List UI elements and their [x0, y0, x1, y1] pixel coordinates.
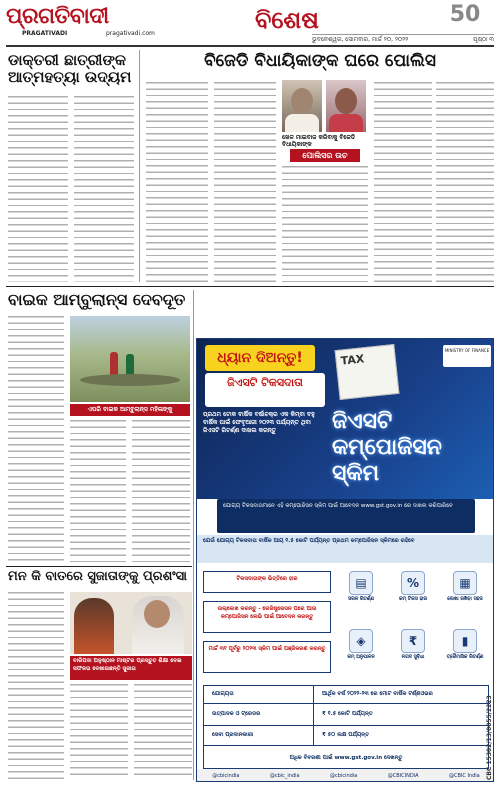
social-instagram[interactable]: @cbicindia [330, 773, 358, 779]
ad-deadline[interactable]: ଅଧିକ ବିବରଣୀ ପାଇଁ www.gst.gov.in ଦେଖନ୍ତୁ [289, 755, 403, 761]
bike-caption: ଏପରି ବାଇକ ଆମ୍ବୁଲାନ୍ସ ମହିଳାଙ୍କୁ [70, 404, 190, 416]
bike-column-1 [8, 316, 64, 562]
dateline [312, 34, 494, 44]
tax-icon: % [401, 571, 425, 595]
bike-headline: ବାଇକ ଆମ୍ବୁଲାନ୍ସ ଦେବଦୂତ [8, 290, 186, 309]
student-column-1 [8, 96, 68, 282]
mla-photo-2 [326, 80, 366, 132]
date-text: ଭୁବନେଶ୍ୱର, ସୋମବାର, ମାର୍ଚ୍ଚ ୨୦, ୨୦୨୨ [312, 35, 409, 43]
social-youtube[interactable]: @CBICINDIA [387, 773, 419, 779]
social-facebook[interactable]: @cbicindia [212, 773, 240, 779]
benefit-2: % କମ୍ ଟିକସ ହାର [389, 569, 437, 621]
student-column-2 [74, 96, 134, 282]
brand-url[interactable]: pragativadi.com [106, 30, 155, 37]
mla-headline: ବିଜେଡି ବିଧାୟିକାଙ୍କ ଘରେ ପୋଲିସ [204, 51, 436, 71]
shield-icon: ◈ [349, 629, 373, 653]
ad-taxpayers: ଜିଏସଟି ଟିକସଦାତା [205, 373, 325, 407]
gst-advertisement[interactable] [196, 338, 494, 782]
ad-notice: ଯୋଗ୍ୟ ଟିକସଦାତାମାନେ ଏହି କମ୍ପୋଜିସନ ସ୍କିମ ପାଇଁ ଆବେଦନ www.gst.gov.in ରେ ଦାଖଲ କରିପାରିବେ [217, 499, 475, 533]
mla-column-4 [374, 82, 432, 282]
mann-column-2 [70, 684, 128, 780]
bike-photo [70, 316, 190, 402]
ad-strip: ଯେଉଁ ଯୋଗ୍ୟ ଟିକସଦାତା ବାର୍ଷିକ ଆୟ ୧.୫ କୋଟି ପର୍ଯ୍ୟନ୍ତ ପ୍ରଥମ କମ୍ପୋଜିସନ ସ୍କିମରେ ରହିବେ [197, 535, 494, 563]
mann-headline: ମନ କି ବାତରେ ସୁଜାତାଙ୍କୁ ପ୍ରଶଂସା [8, 569, 188, 584]
ad-divider [193, 290, 194, 780]
social-twitter[interactable]: @cbic_india [269, 773, 300, 779]
anniversary-badge [438, 2, 492, 32]
ad-box-2: ଉଲ୍ଲେଖ କରନ୍ତୁ - ରେଜିଷ୍ଟ୍ରେସନ ପରେ ଆଉ କମ୍ପୋଜିସନ ଲେଭି ପାଇଁ ଆବେଦନ କରନ୍ତୁ [203, 601, 331, 633]
rupee-icon: ₹ [401, 629, 425, 653]
story-divider-2 [6, 566, 192, 567]
brand-logo: ପ୍ରଗତିବାଦୀ [6, 4, 109, 29]
column-divider [139, 50, 140, 282]
mann-photo [70, 592, 192, 654]
mann-column-3 [134, 684, 192, 780]
social-linkedin[interactable]: @CBIC India [449, 773, 480, 779]
ad-body: ପ୍ରଥମ ଟୋକ ବାର୍ଷିକ ବର୍ଷାଚକ୍ର ଏକ କିମ୍ବା ବହୁ ବାର୍ଷିକ ପାଇଁ ଫେବୃଆରୀ ୨୦୨୩ ପର୍ଯ୍ୟନ୍ତ ଥିବା ଜିଏସଟି ରିଟର୍ଣ୍ଣ ଦାଖଲ କରନ୍ତୁ [203, 411, 315, 434]
mla-column-3 [282, 166, 368, 282]
bike-column-3 [132, 420, 190, 562]
tax-document-icon: TAX [335, 344, 400, 400]
mla-tag: ପୋଲିସର ଉଚ [290, 149, 360, 162]
badge-number: 50 [449, 2, 481, 27]
chart-icon: ▮ [453, 629, 477, 653]
doc-icon: ▤ [349, 571, 373, 595]
benefit-3: ▦ ଲେଖା ରଖିବା ସହଜ [441, 569, 489, 621]
masthead-rule [6, 45, 494, 47]
benefit-1: ▤ ସରଳ ରିଟର୍ଣ୍ଣ [337, 569, 385, 621]
mla-subhead: ଖେଳ ମାଇବାଜ କରିବାକୁ ବିଜେଡି ବିଧାୟିକାଙ୍କ [282, 134, 356, 148]
brand-latin: PRAGATIVADI [22, 30, 68, 37]
table-row: ଯୋଗ୍ୟତା ଆର୍ଥିକ ବର୍ଷ ୨୦୨୨-୨୩ ରେ ମୋଟ ବାର୍ଷିକ ଟର୍ଣ୍ଣଓଭର [204, 686, 490, 704]
ad-box-1: ଟିକସଦାତାଙ୍କ ଭିତ୍ତିରେ ହାର [203, 571, 331, 593]
table-row: ଉତ୍ପାଦକ ଓ ଟ୍ରେଡର ₹ ୧.୫ କୋଟି ପର୍ଯ୍ୟନ୍ତ [204, 704, 490, 726]
ministry-logo: MINISTRY OF FINANCE [443, 345, 491, 367]
bike-column-2 [70, 420, 126, 562]
ad-benefits [337, 569, 491, 685]
ad-social-footer [197, 769, 494, 782]
calc-icon: ▦ [453, 571, 477, 595]
page-number: ପୃଷ୍ଠା ୩ [473, 35, 494, 43]
mla-column-2 [214, 82, 276, 282]
table-row: ସେବା ପ୍ରଦାନକାରୀ ₹ ୫୦ ଲକ୍ଷ ପର୍ଯ୍ୟନ୍ତ [204, 726, 490, 746]
story-divider [6, 286, 494, 287]
mla-column-5 [436, 82, 494, 282]
section-title: ବିଶେଷ [255, 6, 319, 34]
benefit-4: ◈ କମ୍ ଅନୁପାଳନ [337, 627, 385, 679]
benefit-6: ▮ ତ୍ରୈମାସିକ ରିଟର୍ଣ୍ଣ [441, 627, 489, 679]
mann-column-1 [8, 592, 64, 780]
benefit-5: ₹ ନଗଦ ସୁବିଧା [389, 627, 437, 679]
mann-caption: ବାରିପଦା ଅନୁଷ୍ଠାନ ମାଷ୍ଟର ପ୍ରସ୍ତୁତ ଶିକ୍ଷା ଦେଇ ସଫଳତା ଦେଖାଉଛନ୍ତି ସୁଜାତା [70, 656, 192, 680]
mla-column-1 [146, 82, 208, 282]
cbc-code: CBC 15302/13/0055/2223 [486, 695, 493, 780]
eligibility-table [203, 685, 489, 769]
student-headline: ଡାକ୍ତରୀ ଛାତ୍ରୀଙ୍କ ଆତ୍ମହତ୍ୟା ଉଦ୍ୟମ [8, 51, 132, 86]
ad-attention: ଧ୍ୟାନ ଦିଅନ୍ତୁ! [205, 345, 315, 371]
mla-photo-1 [282, 80, 322, 132]
scheme-title: ଜିଏସଟି କମ୍ପୋଜିସନ ସ୍କିମ [332, 409, 442, 486]
ad-box-3: ମାର୍ଚ୍ଚ ୩୧ ପୂର୍ବରୁ ୨୦୨୩ ସ୍କିମ ପାଇଁ ପଞ୍ଜିକରଣ କରନ୍ତୁ [203, 641, 331, 673]
